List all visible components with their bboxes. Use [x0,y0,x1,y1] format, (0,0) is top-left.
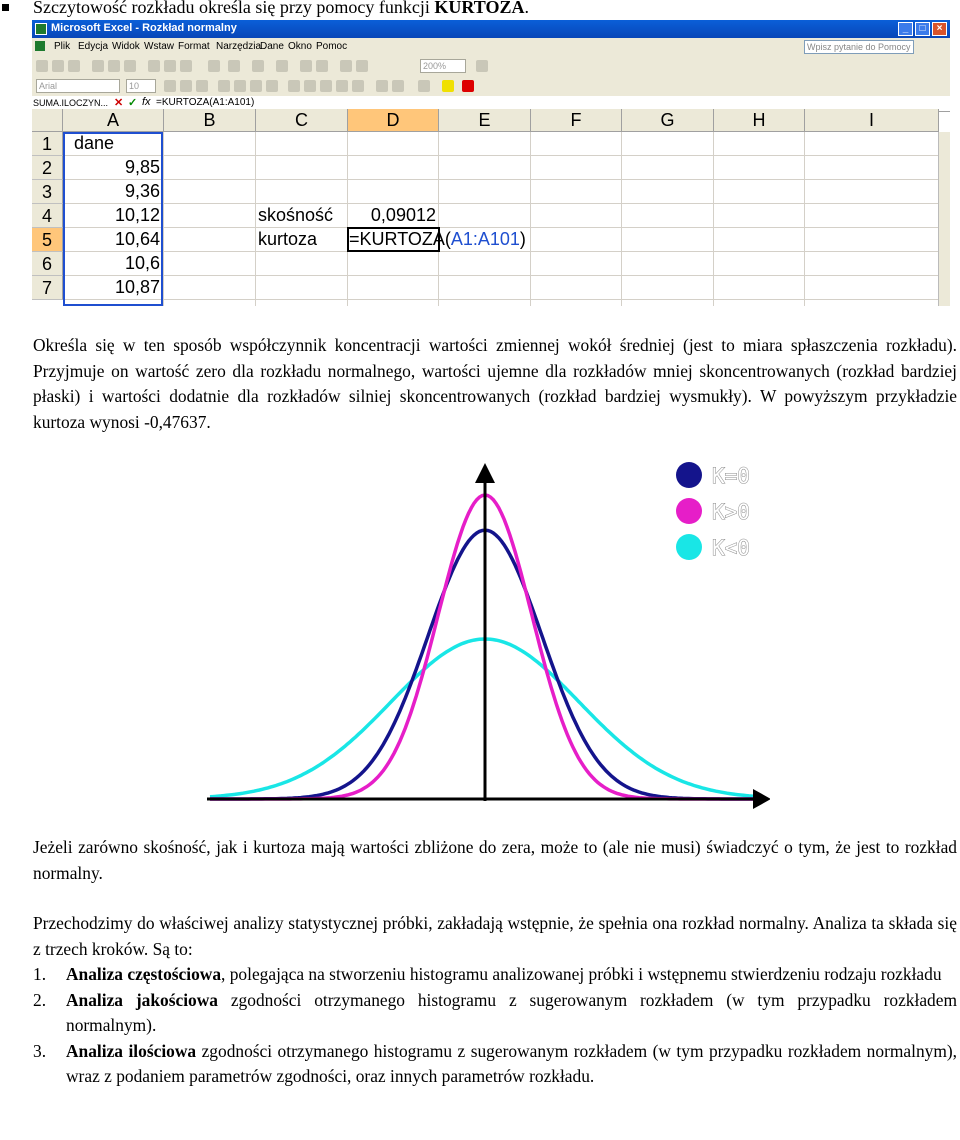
intro-function-name: KURTOZA [434,0,525,17]
legend-marker [676,462,702,488]
grid-line [438,132,439,306]
formula-input[interactable]: =KURTOZA(A1:A101) [156,97,255,108]
menu-narzedzia[interactable]: Narzędzia [216,41,262,52]
spreadsheet-grid[interactable] [32,109,950,306]
window-title: Microsoft Excel - Rozkład normalny [51,22,237,34]
standard-toolbar [32,56,950,76]
column-header-d[interactable]: D [348,109,439,132]
kurtosis-chart [205,455,770,827]
grid-line [530,132,531,306]
cell-a4[interactable]: 10,12 [114,205,160,225]
analysis-steps-list [33,962,957,1090]
legend-label: K>0 [712,500,750,524]
column-header-f[interactable]: F [531,109,622,132]
cell-a1[interactable]: dane [74,133,115,153]
name-box[interactable]: SUMA.ILOCZYN... [33,98,109,108]
grid-line [163,132,164,306]
column-header-a[interactable]: A [63,109,164,132]
fill-color-icon[interactable] [442,80,454,92]
column-header-e[interactable]: E [439,109,531,132]
bullet-icon [2,4,9,11]
intro-text: Szczytowość rozkładu określa się przy pomocy funkcji [33,0,435,17]
column-header-i[interactable]: I [805,109,939,132]
grid-line [63,299,939,300]
cell-a2[interactable]: 9,85 [124,157,160,177]
thousands-icon[interactable] [320,80,332,92]
row-header-5[interactable]: 5 [32,228,63,252]
open-icon[interactable] [52,60,64,72]
step-title: Analiza częstościowa [66,964,222,984]
decimal-inc-icon[interactable] [336,80,348,92]
chart-wizard-icon[interactable] [340,60,352,72]
grid-line [255,132,256,306]
grid-line [63,275,939,276]
font-size-select[interactable]: 10 [126,79,156,93]
merge-center-icon[interactable] [266,80,278,92]
grid-line [63,203,939,204]
grid-line [621,132,622,306]
copy-icon[interactable] [164,60,176,72]
cell-d5-formula[interactable]: =KURTOZA(A1:A101) [349,229,526,249]
align-left-icon[interactable] [218,80,230,92]
preview-icon[interactable] [108,60,120,72]
underline-icon[interactable] [196,80,208,92]
align-center-icon[interactable] [234,80,246,92]
menu-plik[interactable]: Plik [54,41,71,52]
row-header-7[interactable]: 7 [32,276,63,300]
vertical-scrollbar[interactable] [938,132,950,306]
formula-range-reference: A1:A101 [450,229,520,249]
excel-screenshot [32,20,950,306]
spelling-icon[interactable] [124,60,136,72]
grid-line [713,132,714,306]
percent-icon[interactable] [304,80,316,92]
indent-icon[interactable] [376,80,388,92]
legend-label: K=0 [712,464,750,488]
italic-icon[interactable] [180,80,192,92]
step-description: , polegająca na stworzeniu histogramu analizowanej próbki i wstępnemu stwierdzeniu rodzaju rozkładu [221,964,942,984]
excel-app-icon [35,23,47,35]
zoom-select[interactable]: 200% [420,59,466,73]
save-icon[interactable] [68,60,80,72]
column-header-h[interactable]: H [714,109,805,132]
row-header-1[interactable]: 1 [32,132,63,156]
chart-legend [676,462,750,560]
y-axis-arrow-icon [475,463,495,483]
cell-a6[interactable]: 10,6 [124,253,160,273]
menu-widok[interactable]: Widok [112,41,140,52]
paste-icon[interactable] [180,60,192,72]
cell-d4[interactable]: 0,09012 [370,205,436,225]
document-icon [35,41,45,51]
print-icon[interactable] [92,60,104,72]
font-color-icon[interactable] [462,80,474,92]
drawing-icon[interactable] [356,60,368,72]
list-item [33,1039,957,1090]
new-icon[interactable] [36,60,48,72]
intro-line: Szczytowość rozkładu określa się przy pomocy funkcji KURTOZA. [0,0,960,22]
list-number: 1. [33,964,47,984]
maximize-button[interactable]: □ [915,22,930,36]
paragraph-kurtosis-description: Określa się w ten sposób współczynnik koncentracji wartości zmiennej wokół średniej (jest to miara spłaszczenia rozkładu). Przyjmuje on wartość zero dla rozkładu normalnego, wartości ujemne dla rozkładów mniej skoncentrowanych (rozkład bardziej płaski) i wartości dodatnie dla rozkładów silniej skoncentrowanych (rozkład bardziej wysmukły). W powyższym przykładzie kurtoza wynosi -0,47637. [33,335,957,432]
list-item [33,962,957,988]
help-question-input[interactable]: Wpisz pytanie do Pomocy [804,40,914,54]
menu-wstaw[interactable]: Wstaw [144,41,174,52]
grid-line [63,251,939,252]
help-icon[interactable] [476,60,488,72]
list-item [33,988,957,1039]
undo-icon[interactable] [208,60,220,72]
outdent-icon[interactable] [392,80,404,92]
legend-label: K<0 [712,536,750,560]
cell-a5[interactable]: 10,64 [114,229,160,249]
paragraph-analysis-intro: Przechodzimy do właściwej analizy statystycznej próbki, zakładają wstępnie, że spełnia ona rozkład normalny. Analiza ta składa się z trzech kroków. Są to: [33,913,957,959]
excel-titlebar [32,20,950,38]
step-description: zgodności otrzymanego histogramu z sugerowanym rozkładem (w tym przypadku rozkładem normalnym), wraz z podaniem parametrów zgodności, oraz innych parametrów rozkładu. [66,1040,957,1086]
list-number: 2. [33,989,47,1010]
menu-pomoc[interactable]: Pomoc [316,41,348,52]
cancel-icon[interactable]: ✕ [114,97,124,109]
bold-icon[interactable] [164,80,176,92]
autosum-icon[interactable] [276,60,288,72]
step-description: zgodności otrzymanego histogramu z sugerowanym rozkładem (w tym przypadku rozkładem normalnym). [66,989,957,1035]
menu-dane[interactable]: Dane [260,41,284,52]
cut-icon[interactable] [148,60,160,72]
insert-function-icon[interactable]: fx [142,96,151,108]
cell-c4[interactable]: skośność [258,205,334,225]
step-title: Analiza ilościowa [66,1040,197,1061]
sort-desc-icon[interactable] [316,60,328,72]
borders-icon[interactable] [418,80,430,92]
font-name-select[interactable]: Arial [36,79,120,93]
row-header-2[interactable]: 2 [32,156,63,180]
grid-line [63,155,939,156]
cell-a3[interactable]: 9,36 [124,181,160,201]
close-button[interactable]: × [932,22,947,36]
step-title: Analiza jakościowa [66,989,218,1010]
cell-c5[interactable]: kurtoza [258,229,318,249]
paragraph-normality-note: Jeżeli zarówno skośność, jak i kurtoza mają wartości zbliżone do zera, może to (ale nie musi) świadczyć o tym, że jest to rozkład normalny. [33,837,957,883]
column-header-b[interactable]: B [164,109,256,132]
column-header-c[interactable]: C [256,109,348,132]
cell-a7[interactable]: 10,87 [114,277,160,297]
currency-icon[interactable] [288,80,300,92]
grid-line [804,132,805,306]
hyperlink-icon[interactable] [252,60,264,72]
minimize-button[interactable]: _ [898,22,913,36]
row-header-6[interactable]: 6 [32,252,63,276]
menu-okno[interactable]: Okno [288,41,312,52]
row-header-4[interactable]: 4 [32,204,63,228]
redo-icon[interactable] [228,60,240,72]
menu-format[interactable]: Format [178,41,210,52]
legend-marker [676,534,702,560]
enter-icon[interactable]: ✓ [128,97,138,109]
column-header-g[interactable]: G [622,109,714,132]
sort-asc-icon[interactable] [300,60,312,72]
select-all-corner[interactable] [32,109,63,132]
row-header-3[interactable]: 3 [32,180,63,204]
formatting-toolbar [32,76,950,96]
menu-bar [32,38,950,56]
decimal-dec-icon[interactable] [352,80,364,92]
legend-marker [676,498,702,524]
align-right-icon[interactable] [250,80,262,92]
grid-line [347,132,348,306]
list-number: 3. [33,1040,47,1061]
grid-line [63,179,939,180]
x-axis-arrow-icon [753,789,770,809]
menu-edycja[interactable]: Edycja [78,41,109,52]
